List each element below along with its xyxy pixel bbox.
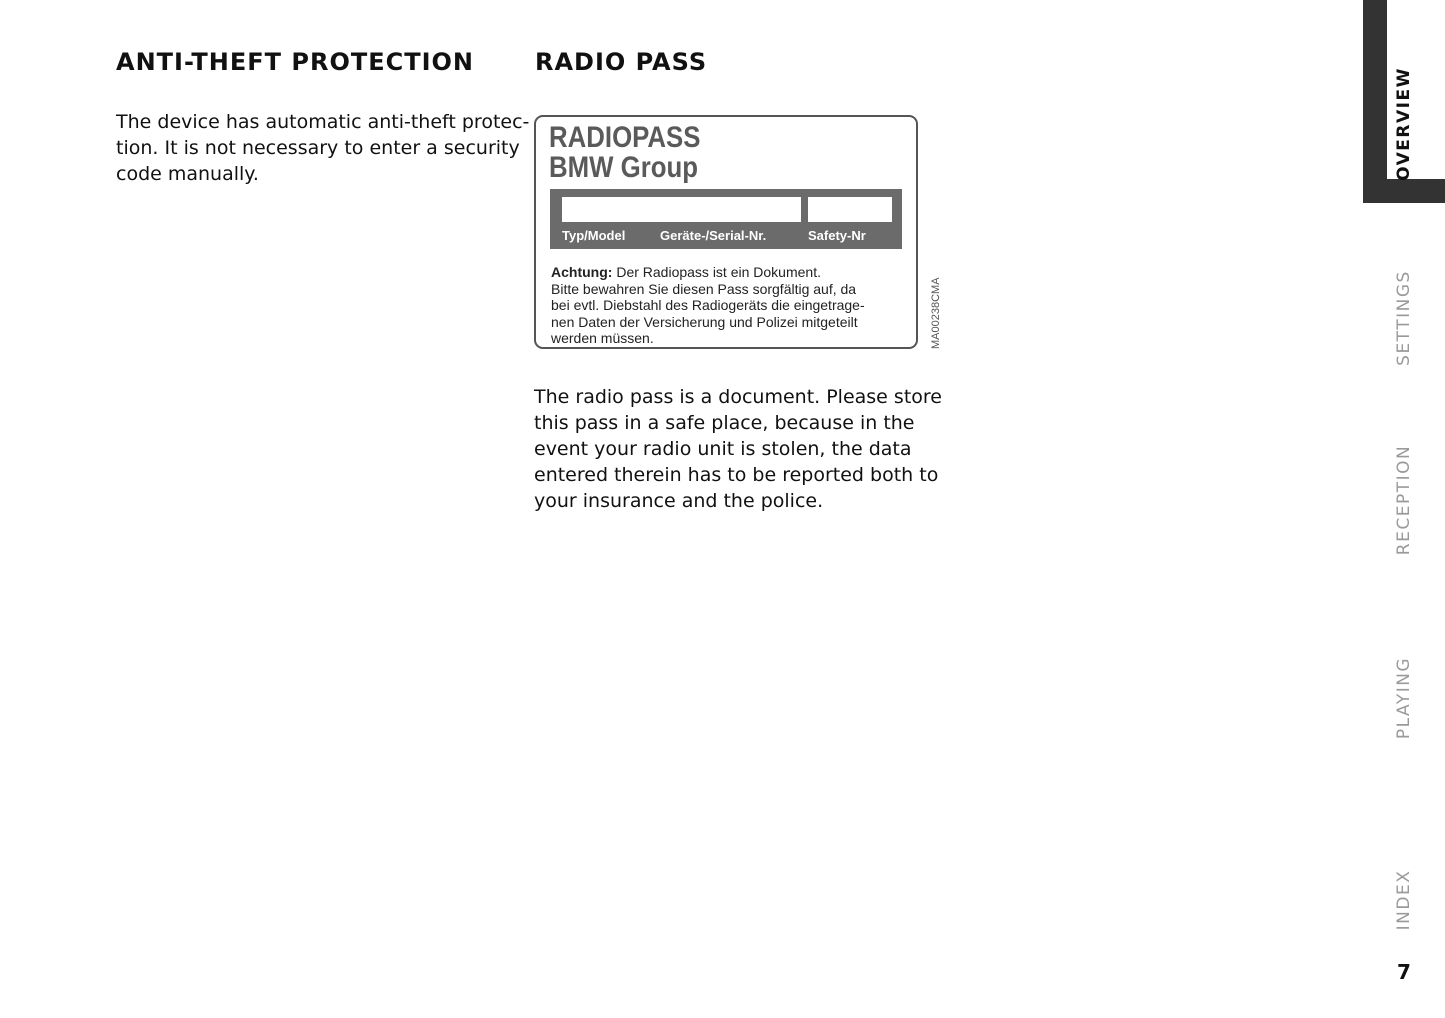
field-label-serial: Geräte-/Serial-Nr. [660,228,767,243]
text-line: tion. It is not necessary to enter a security [116,137,520,159]
figure-code: MA00238CMA [930,277,942,349]
card-title-line2: BMW Group [549,151,699,184]
text-line: The radio pass is a document. Please store [534,386,942,408]
tab-playing[interactable]: PLAYING [1394,656,1414,740]
text-line: The device has automatic anti-theft protec- [116,111,530,133]
note-line: Bitte bewahren Sie diesen Pass sorgfältig auf, da [551,280,857,297]
field-label-safety: Safety-Nr [808,228,866,243]
text-line: your insurance and the police. [534,490,824,512]
tab-reception[interactable]: RECEPTION [1394,444,1414,556]
radio-pass-text [534,384,942,514]
model-serial-box [562,197,801,222]
tab-index[interactable]: INDEX [1394,869,1414,931]
card-note [551,264,865,347]
tab-settings[interactable]: SETTINGS [1394,270,1414,366]
note-line: werden müssen. [551,330,654,346]
radio-pass-heading: RADIO PASS [535,48,708,76]
note-bold: Achtung: [551,264,613,280]
card-title-line1: RADIOPASS [549,121,701,154]
note-line-rest: Der Radiopass ist ein Dokument. [612,264,821,280]
anti-theft-text [116,109,529,187]
text-line: event your radio unit is stolen, the data [534,438,912,460]
card-field-bar [550,189,902,249]
note-line [551,264,865,281]
page-number: 7 [1397,960,1411,984]
safety-box [808,197,892,222]
radio-pass-card-image [534,115,918,349]
field-label-model: Typ/Model [562,228,626,243]
text-line: entered therein has to be reported both to [534,464,939,486]
text-line: code manually. [116,163,259,185]
text-line: this pass in a safe place, because in the [534,412,915,434]
note-line: nen Daten der Versicherung und Polizei mitgeteilt [551,313,858,330]
anti-theft-heading: ANTI-THEFT PROTECTION [116,48,475,76]
tab-overview[interactable]: OVERVIEW [1394,67,1414,181]
note-line: bei evtl. Diebstahl des Radiogeräts die eingetrage- [551,297,865,313]
